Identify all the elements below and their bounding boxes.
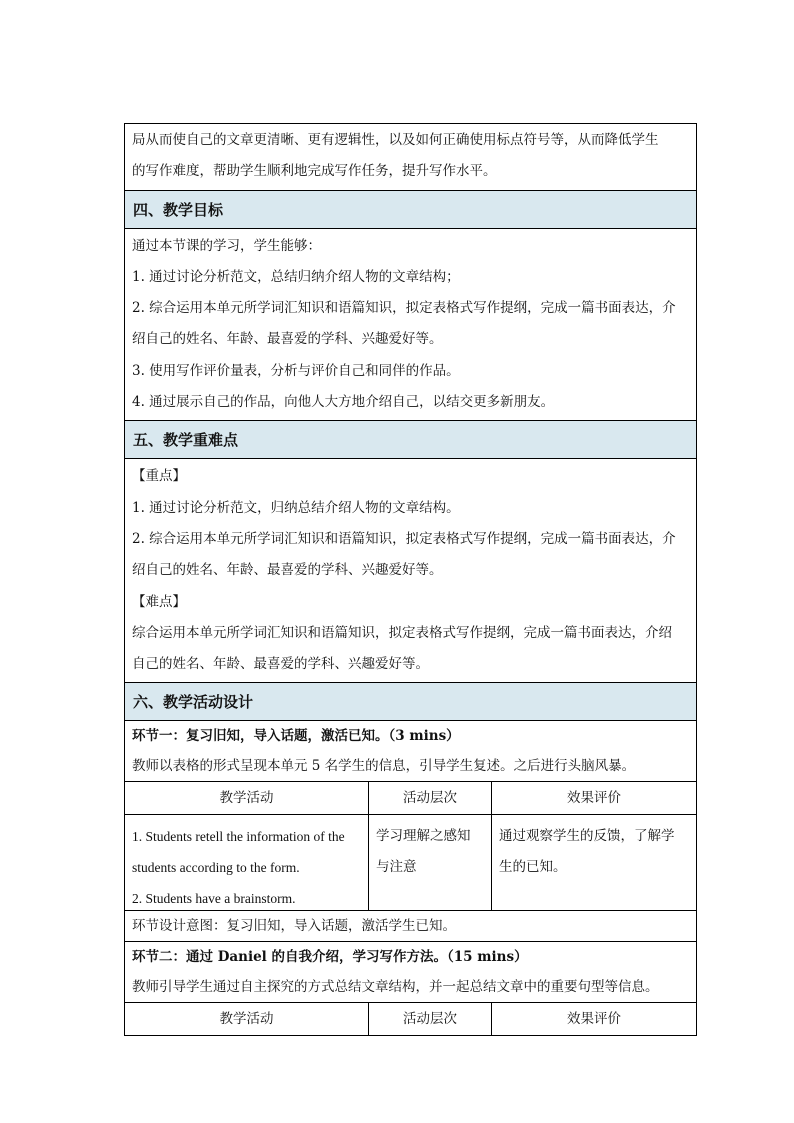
text-line: students according to the form. — [132, 860, 300, 876]
stage2-block — [124, 941, 697, 1002]
col-header-activity: 教学活动 — [125, 1003, 369, 1035]
text-line: 【重点】 — [132, 468, 186, 485]
text-line: 与注意 — [376, 859, 417, 876]
stage1-intent — [124, 910, 697, 941]
objectives-content — [124, 228, 697, 421]
key-points-content — [124, 458, 697, 682]
activity-cell — [125, 815, 369, 910]
text-line: 通过本节课的学习，学生能够： — [132, 237, 321, 254]
col-header-level: 活动层次 — [369, 782, 492, 814]
evaluation-cell — [492, 815, 696, 910]
text-line: 环节设计意图：复习旧知，导入话题，激活学生已知。 — [132, 918, 456, 935]
level-cell — [369, 815, 492, 910]
text-line: 通过观察学生的反馈，了解学 — [499, 828, 675, 845]
stage2-heading: 环节二：通过 Daniel 的自我介绍，学习写作方法。（15 mins） — [132, 949, 528, 966]
text-line: 2. 综合运用本单元所学词汇知识和语篇知识，拟定表格式写作提纲，完成一篇书面表达，介 — [132, 300, 676, 317]
text-line: 3. 使用写作评价量表，分析与评价自己和同伴的作品。 — [132, 362, 460, 379]
stage1-table-header — [124, 781, 697, 814]
text-line: 2. 综合运用本单元所学词汇知识和语篇知识，拟定表格式写作提纲，完成一篇书面表达，介 — [132, 530, 676, 547]
text-line: 综合运用本单元所学词汇知识和语篇知识，拟定表格式写作提纲，完成一篇书面表达，介绍 — [132, 624, 672, 641]
text-line: 局从而使自己的文章更清晰、更有逻辑性，以及如何正确使用标点符号等，从而降低学生 — [132, 132, 659, 148]
text-line: 2. Students have a brainstorm. — [132, 891, 296, 907]
text-line: 学习理解之感知 — [376, 828, 471, 845]
col-header-activity: 教学活动 — [125, 782, 369, 814]
stage1-heading: 环节一：复习旧知，导入话题，激活已知。（3 mins） — [132, 728, 460, 745]
text-line: 1. Students retell the information of the — [132, 829, 345, 845]
stage1-table-row — [124, 814, 697, 910]
intro-paragraph — [124, 123, 697, 190]
text-line: 自己的姓名、年龄、最喜爱的学科、兴趣爱好等。 — [132, 656, 429, 673]
stage1-block — [124, 720, 697, 781]
col-header-evaluation: 效果评价 — [567, 790, 621, 807]
lesson-plan-table — [124, 123, 697, 1036]
text-line: 【难点】 — [132, 593, 186, 610]
stage2-description: 教师引导学生通过自主探究的方式总结文章结构，并一起总结文章中的重要句型等信息。 — [132, 979, 659, 996]
section-heading-objectives: 四、教学目标 — [124, 190, 697, 228]
text-line: 绍自己的姓名、年龄、最喜爱的学科、兴趣爱好等。 — [132, 562, 443, 579]
section-heading-key-points: 五、教学重难点 — [124, 420, 697, 458]
col-header-level: 活动层次 — [369, 1003, 492, 1035]
text-line: 生的已知。 — [499, 859, 567, 876]
text-line: 绍自己的姓名、年龄、最喜爱的学科、兴趣爱好等。 — [132, 331, 443, 348]
stage2-table-header — [124, 1002, 697, 1036]
text-line: 1. 通过讨论分析范文，归纳总结介绍人物的文章结构。 — [132, 499, 460, 516]
text-line: 1. 通过讨论分析范文，总结归纳介绍人物的文章结构； — [132, 268, 460, 285]
text-line: 4. 通过展示自己的作品，向他人大方地介绍自己，以结交更多新朋友。 — [132, 394, 555, 411]
text-line: 的写作难度，帮助学生顺利地完成写作任务，提升写作水平。 — [132, 163, 497, 180]
stage1-description: 教师以表格的形式呈现本单元 5 名学生的信息，引导学生复述。之后进行头脑风暴。 — [132, 758, 636, 775]
col-header-evaluation: 效果评价 — [567, 1011, 621, 1028]
section-heading-activities: 六、教学活动设计 — [124, 682, 697, 720]
